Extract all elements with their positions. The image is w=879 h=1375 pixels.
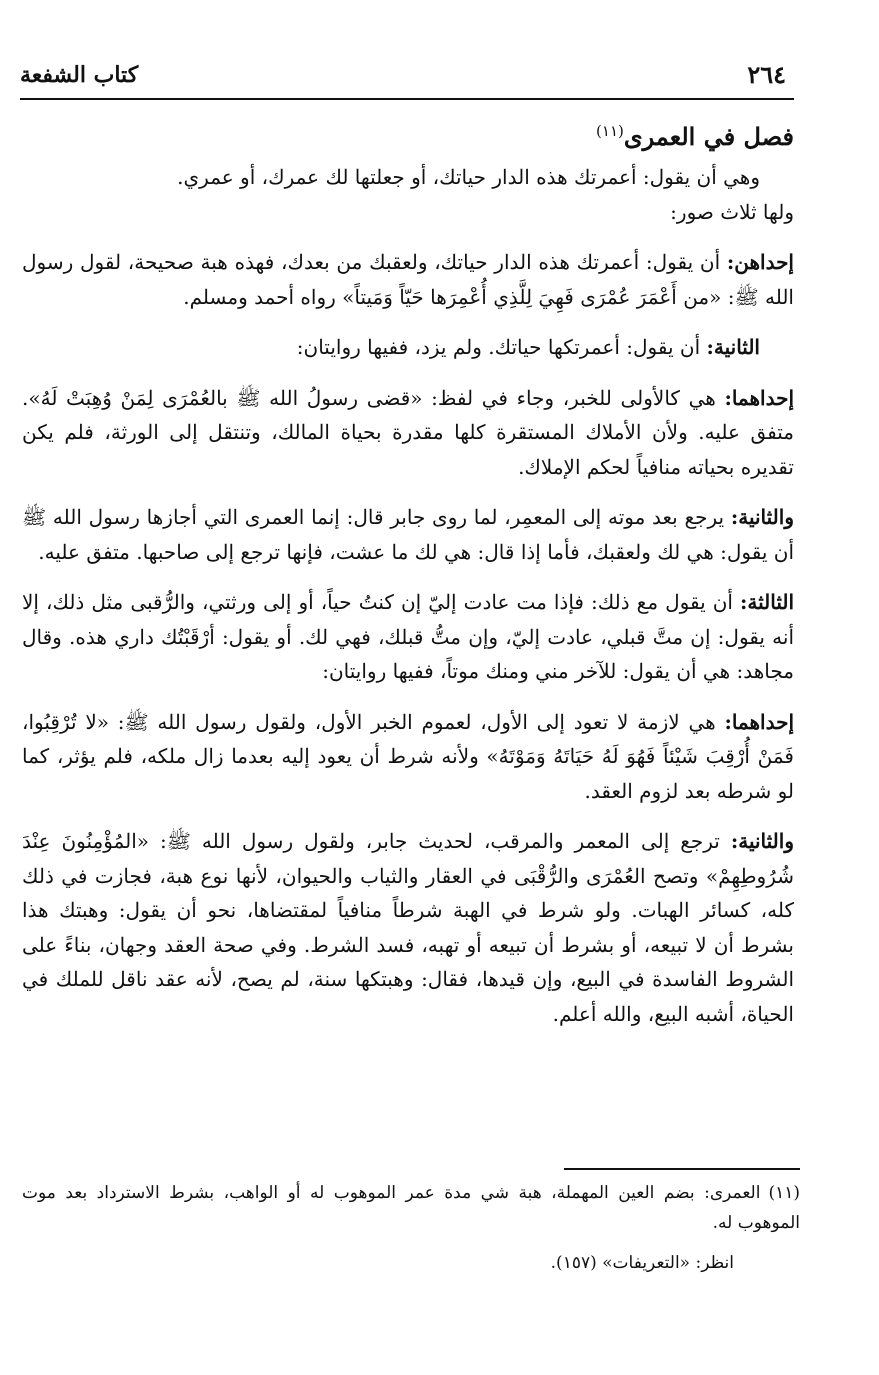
- paragraph-text: أن يقول: أعمرتكها حياتك. ولم يزد، ففيها روايتان:: [296, 335, 707, 359]
- footnote-marker: (١١): [768, 1183, 800, 1203]
- paragraph: [22, 500, 794, 569]
- paragraph-text: أن يقول: أعمرتك هذه الدار حياتك، ولعقبك من بعدك، فهذه هبة صحيحة، لقول رسول الله ﷺ: «من أَعْمَرَ عُمْرَى فَهِيَ لِلَّذِي أُعْمِرَها حَيّاً وَمَيتاً» رواه أحمد ومسلم.: [22, 250, 794, 309]
- running-head: [20, 60, 798, 94]
- header-rule: [20, 98, 794, 100]
- section-title-text: فصل في العمرى: [623, 122, 794, 151]
- paragraph: [22, 705, 794, 809]
- footnote-reference: (١١): [596, 122, 624, 140]
- page-number: ٢٦٤: [747, 60, 786, 89]
- intro-line: وهي أن يقول: أعمرتك هذه الدار حياتك، أو جعلتها لك عمرك، أو عمري.: [177, 165, 760, 189]
- book-title: كتاب الشفعة: [20, 62, 139, 88]
- paragraph-lead: إحداهما:: [724, 709, 794, 734]
- paragraph-text: يرجع بعد موته إلى المعمِر، لما روى جابر قال: إنما العمرى التي أجازها رسول الله ﷺ أن يقول: هي لك ولعقبك، فأما إذا قال: هي لك ما عشت، فإنها ترجع إلى صاحبها. متفق عليه.: [22, 505, 794, 564]
- intro-line: ولها ثلاث صور:: [670, 199, 794, 224]
- footnote-rule: [564, 1168, 800, 1170]
- paragraph: [22, 824, 794, 1031]
- section-title: [22, 112, 794, 156]
- paragraph-text: هي كالأولى للخبر، وجاء في لفظ: «قضى رسولُ الله ﷺ بالعُمْرَى لِمَنْ وُهِبَتْ لَهُ». متفق عليه. ولأن الأملاك المستقرة كلها مقدرة بحياة المالك، وتنتقل إلى الورثة، فلم يكن تقديره بحياته منافياً لحكم الإملاك.: [22, 385, 794, 479]
- footnotes: [22, 1178, 800, 1278]
- paragraph-lead: إحداهن:: [726, 250, 794, 274]
- footnote-text: العمرى: بضم العين المهملة، هبة شي مدة عمر الموهوب له أو الواهب، بشرط الاسترداد بعد موت الموهوب له.: [22, 1183, 800, 1233]
- paragraph-lead: والثانية:: [730, 505, 794, 529]
- paragraph-lead: الثالثة:: [739, 590, 794, 614]
- paragraph-text: ترجع إلى المعمر والمرقب، لحديث جابر، ولقول رسول الله ﷺ: «المُؤْمِنُونَ عِنْدَ شُرُوطِهِمْ» وتصح العُمْرَى والرُّقْبَى في العقار والثياب والحيوان، لأنها نوع هبة، فجازت في ذلك كله، كسائر الهبات. ولو شرط في الهبة شرطاً منافياً لمقتضاها، نحو أن يقول: وهبتك هذا بشرط أن لا تبيعه، أو بشرط أن تبيعه أو تهبه، فسد الشرط. وفي صحة العقد وجهان، بناءً على الشروط الفاسدة في البيع، وإن قيدها، فقال: وهبتكها سنة، لم يصح، لأنه عقد ناقل للملك في الحياة، أشبه البيع، والله أعلم.: [22, 829, 794, 1026]
- footnote: [22, 1178, 800, 1238]
- paragraph: [22, 585, 794, 689]
- paragraph-text: هي لازمة لا تعود إلى الأول، لعموم الخبر الأول، ولقول رسول الله ﷺ: «لا تُرْقِبُوا، فَمَنْ أُرْقِبَ شَيْئاً فَهُوَ لَهُ حَيَاتَهُ وَمَوْتَهُ» ولأنه شرط أن يعود إليه بعدما زال ملكه، فلم يؤثر، كما لو شرطه بعد لزوم العقد.: [22, 709, 794, 803]
- paragraph: [22, 330, 794, 365]
- paragraph-lead: والثانية:: [730, 829, 794, 853]
- main-text: [22, 112, 794, 1031]
- paragraph: [22, 245, 794, 314]
- paragraph: [22, 381, 794, 485]
- paragraph-lead: إحداهما:: [724, 385, 794, 410]
- paragraph-lead: الثانية:: [706, 335, 760, 359]
- paragraph-text: أن يقول مع ذلك: فإذا مت عادت إليّ إن كنتُ حياً، أو إلى ورثتي، والرُّقبى مثل ذلك، إلا أنه يقول: إن متَّ قبلي، عادت إليّ، وإن متُّ قبلك، فهي لك. أو يقول: أرْقَبْتُك داري هذه. وقال مجاهد: هي أن يقول: للآخر مني ومنك موتاً، ففيها روايتان:: [22, 590, 794, 683]
- footnote-source: انظر: «التعريفات» (١٥٧).: [550, 1253, 734, 1273]
